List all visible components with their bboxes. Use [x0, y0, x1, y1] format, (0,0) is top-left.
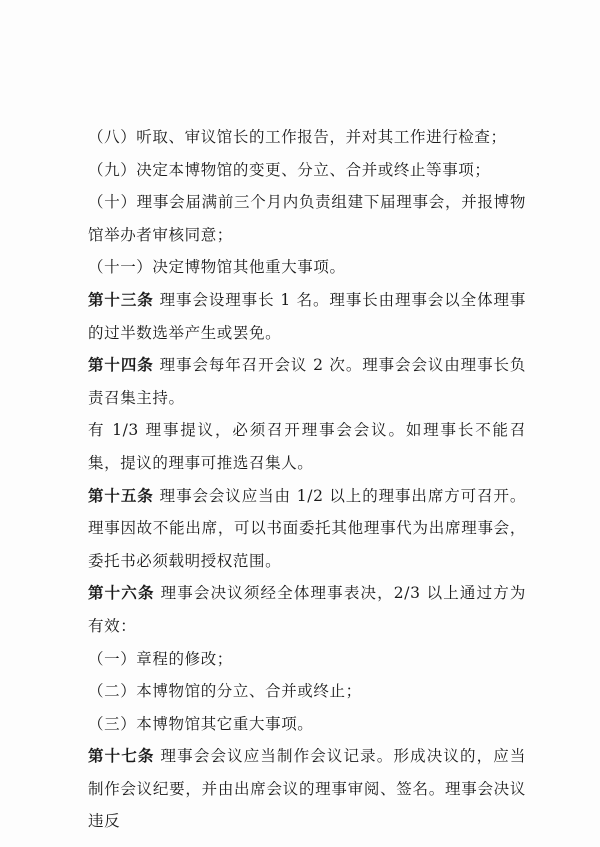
paragraph-item-11 — [88, 251, 526, 284]
article-14 — [88, 349, 526, 414]
paragraph-item-3 — [88, 708, 526, 741]
article-heading: 第十三条 — [88, 289, 154, 309]
paragraph-item-10 — [88, 186, 526, 251]
article-text: 理事会每年召开会议 2 次。理事会会议由理事长负责召集主持。 — [88, 356, 527, 407]
article-13 — [88, 284, 526, 349]
paragraph-text: （十一）决定博物馆其他重大事项。 — [88, 258, 346, 277]
paragraph-item-2 — [88, 675, 526, 708]
article-text: 理事会会议应当制作会议记录。形成决议的，应当制作会议纪要，并由出席会议的理事审阅、签名。理事会决议违反 — [88, 747, 526, 831]
paragraph-text: （十）理事会届满前三个月内负责组建下届理事会，并报博物馆举办者审核同意； — [88, 193, 526, 244]
paragraph-text: （八）听取、审议馆长的工作报告，并对其工作进行检查； — [88, 128, 507, 146]
paragraph-text: （九）决定本博物馆的变更、分立、合并或终止等事项； — [88, 160, 491, 179]
document-body — [88, 121, 526, 838]
article-15 — [88, 480, 526, 578]
paragraph-text: （二）本博物馆的分立、合并或终止； — [88, 682, 362, 701]
paragraph-item-8 — [88, 121, 526, 154]
article-17 — [88, 740, 526, 838]
article-heading: 第十五条 — [88, 485, 154, 505]
article-heading: 第十六条 — [88, 583, 155, 603]
article-text: 理事会设理事长 1 名。理事长由理事会以全体理事的过半数选举产生或罢免。 — [88, 290, 527, 342]
article-text: 理事会决议须经全体理事表决，2/3 以上通过方为有效： — [88, 584, 526, 635]
article-heading: 第十七条 — [88, 746, 155, 766]
paragraph-item-9 — [88, 154, 526, 187]
paragraph-text: （一）章程的修改； — [88, 649, 233, 668]
paragraph-text: 有 1/3 理事提议，必须召开理事会会议。如理事长不能召集，提议的理事可推选召集人。 — [88, 421, 526, 472]
article-text: 理事会会议应当由 1/2 以上的理事出席方可召开。理事因故不能出席，可以书面委托其他理事代为出席理事会，委托书必须载明授权范围。 — [88, 486, 526, 570]
paragraph-text: （三）本博物馆其它重大事项。 — [88, 714, 314, 733]
paragraph-item-1 — [88, 643, 526, 676]
article-16 — [88, 577, 526, 642]
paragraph-convene — [88, 414, 526, 479]
article-heading: 第十四条 — [88, 355, 154, 375]
